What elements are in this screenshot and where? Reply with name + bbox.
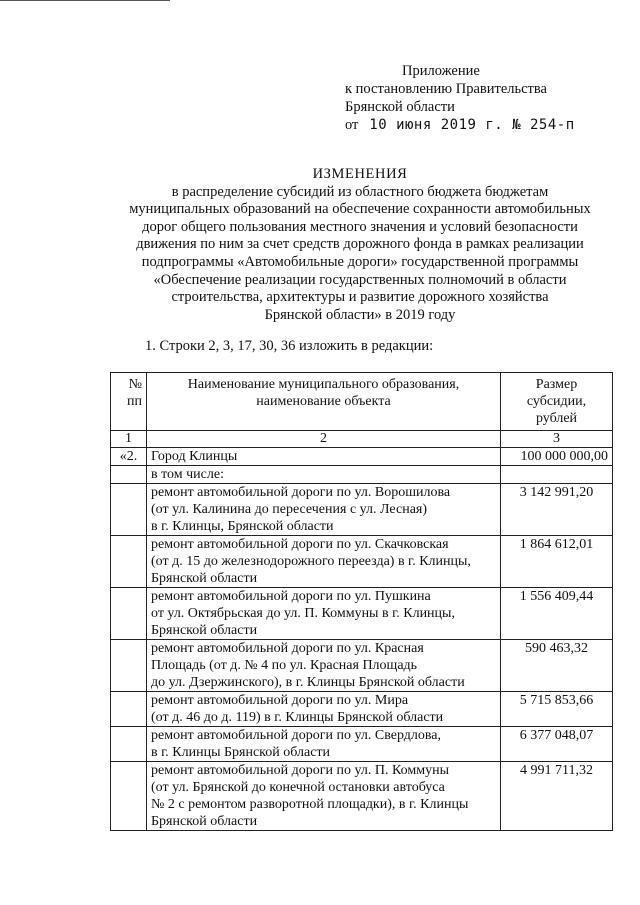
row-name-line: (от д. 46 до д. 119) в г. Клинцы Брянской области xyxy=(151,710,444,725)
title-line: Брянской области» в 2019 году xyxy=(264,306,456,323)
title-heading: ИЗМЕНЕНИЯ xyxy=(312,166,408,182)
appendix-date-value: 10 июня 2019 г. № 254-п xyxy=(369,117,575,133)
intro-paragraph: 1. Строки 2, 3, 17, 30, 36 изложить в редакции: xyxy=(145,338,434,354)
row-name-line: (от д. 15 до железнодорожного переезда) в г. Клинцы, xyxy=(151,554,471,569)
title-line: подпрограммы «Автомобильные дороги» государственной программы xyxy=(141,253,579,270)
row-amount: 5 715 853,66 xyxy=(501,692,613,727)
column-number: 2 xyxy=(147,431,501,448)
row-name-line: ремонт автомобильной дороги по ул. Скачковская xyxy=(151,537,449,552)
row-amount: 4 991 711,32 xyxy=(501,762,613,831)
title-line: строительства, архитектуры и развитие дорожного хозяйства xyxy=(171,289,549,306)
table-row xyxy=(111,727,613,762)
row-name xyxy=(147,727,501,762)
row-amount: 6 377 048,07 xyxy=(501,727,613,762)
row-amount: 1 864 612,01 xyxy=(501,536,613,588)
row-number xyxy=(111,727,147,762)
row-amount: 1 556 409,44 xyxy=(501,588,613,640)
column-number: 3 xyxy=(501,431,613,448)
appendix-label: Приложение xyxy=(402,63,480,79)
table-row xyxy=(111,536,613,588)
header-number-line: пп xyxy=(127,394,142,409)
appendix-decree-ref: к постановлению Правительства xyxy=(345,81,547,97)
row-name-line: до ул. Дзержинского), в г. Клинцы Брянской области xyxy=(151,675,465,690)
row-name xyxy=(147,640,501,692)
top-edge-line xyxy=(0,0,170,1)
row-name-line: (от ул. Брянской до конечной остановки автобуса xyxy=(151,780,445,795)
row-name-line: в г. Клинцы, Брянской области xyxy=(151,519,334,534)
header-number xyxy=(111,373,147,431)
title-line: движения по ним за счет средств дорожного фонда в рамках реализации xyxy=(136,236,584,253)
row-amount: 100 000 000,00 xyxy=(501,448,613,466)
row-name-line: (от ул. Калинина до пересечения с ул. Лесная) xyxy=(151,502,428,517)
row-number xyxy=(111,762,147,831)
row-name xyxy=(147,692,501,727)
table-row xyxy=(111,484,613,536)
row-name-line: в том числе: xyxy=(151,467,224,482)
row-amount: 3 142 991,20 xyxy=(501,484,613,536)
row-name-line: от ул. Октябрьская до ул. П. Коммуны в г. Клинцы, xyxy=(151,606,455,621)
header-name-line: Наименование муниципального образования, xyxy=(187,377,460,392)
title-line: в распределение субсидий из областного бюджета бюджетам xyxy=(171,183,549,200)
table-header-row xyxy=(111,373,613,431)
title-line: муниципальных образований на обеспечение сохранности автомобильных xyxy=(129,201,591,218)
appendix-region: Брянской области xyxy=(345,99,455,115)
title-line: «Обеспечение реализации государственных полномочий в области xyxy=(153,271,567,288)
subsidy-table xyxy=(110,372,613,831)
appendix-date-line xyxy=(345,116,575,134)
row-number xyxy=(111,536,147,588)
table-row xyxy=(111,448,613,466)
table-row xyxy=(111,640,613,692)
table-row xyxy=(111,762,613,831)
row-name-line: ремонт автомобильной дороги по ул. Ворошилова xyxy=(151,485,451,500)
row-name-line: ремонт автомобильной дороги по ул. Пушкина xyxy=(151,589,431,604)
header-amount xyxy=(501,373,613,431)
row-amount xyxy=(501,466,613,484)
column-number: 1 xyxy=(111,431,147,448)
header-name xyxy=(147,373,501,431)
appendix-block xyxy=(345,62,575,134)
row-name-line: Брянской области xyxy=(151,623,258,638)
row-name-line: ремонт автомобильной дороги по ул. Мира xyxy=(151,693,409,708)
row-name xyxy=(147,448,501,466)
row-name-line: в г. Клинцы Брянской области xyxy=(151,745,331,760)
table-row xyxy=(111,588,613,640)
row-name-line: Площадь (от д. № 4 по ул. Красная Площадь xyxy=(151,658,418,673)
row-name xyxy=(147,762,501,831)
column-number-row xyxy=(111,431,613,448)
row-name xyxy=(147,588,501,640)
document-title xyxy=(90,166,630,324)
header-name-line: наименование объекта xyxy=(256,394,391,409)
row-name xyxy=(147,484,501,536)
row-name-line: ремонт автомобильной дороги по ул. П. Коммуны xyxy=(151,763,449,778)
row-name xyxy=(147,466,501,484)
row-number xyxy=(111,640,147,692)
header-amount-line: Размер xyxy=(535,377,578,392)
row-number xyxy=(111,484,147,536)
row-number: «2. xyxy=(111,448,147,466)
row-name-line: ремонт автомобильной дороги по ул. Красная xyxy=(151,641,424,656)
row-name-line: Брянской области xyxy=(151,814,258,829)
row-number xyxy=(111,466,147,484)
header-amount-line: субсидии, xyxy=(526,394,587,409)
row-name-line: № 2 с ремонтом разворотной площадки), в г. Клинцы xyxy=(151,797,469,812)
row-name-line: ремонт автомобильной дороги по ул. Свердлова, xyxy=(151,728,442,743)
row-amount: 590 463,32 xyxy=(501,640,613,692)
row-number xyxy=(111,692,147,727)
header-amount-line: рублей xyxy=(535,411,578,426)
appendix-date-prefix: от xyxy=(345,117,359,133)
header-number-line: № xyxy=(128,377,142,392)
row-name-line: Город Клинцы xyxy=(151,449,238,464)
table-row xyxy=(111,466,613,484)
row-number xyxy=(111,588,147,640)
table-row xyxy=(111,692,613,727)
row-name xyxy=(147,536,501,588)
title-line: дорог общего пользования местного значения и условий безопасности xyxy=(142,218,578,235)
row-name-line: Брянской области xyxy=(151,571,258,586)
